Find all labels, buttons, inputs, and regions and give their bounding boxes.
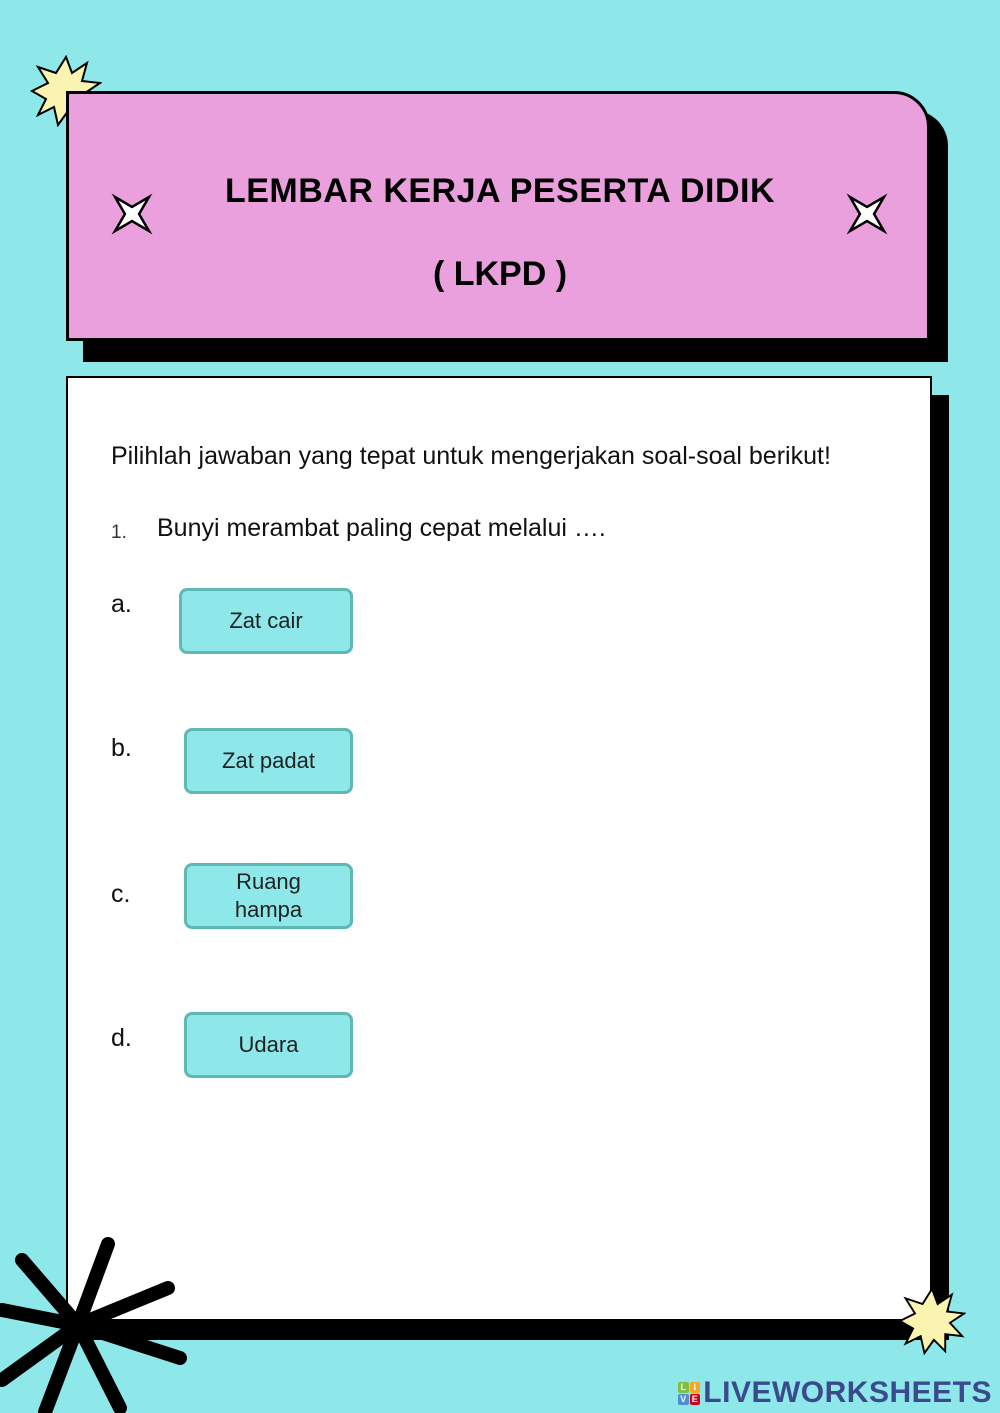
page-title: LEMBAR KERJA PESERTA DIDIK <box>224 172 776 210</box>
option-c-button[interactable] <box>184 863 353 929</box>
question-text: Bunyi merambat paling cepat melalui …. <box>157 514 606 542</box>
question-number: 1. <box>111 522 127 543</box>
option-c-label-line1: Ruang <box>236 869 301 894</box>
option-a-label: Zat cair <box>229 608 303 633</box>
instruction-text: Pilihlah jawaban yang tepat untuk mengerjakan soal-soal berikut! <box>111 442 831 470</box>
logo-letter-v: V <box>680 1394 687 1404</box>
option-c-label-line2: hampa <box>234 897 303 922</box>
logo-letter-e: E <box>691 1394 699 1404</box>
option-d-letter: d. <box>111 1024 132 1052</box>
option-b-button[interactable] <box>184 728 353 794</box>
logo-letter-l: L <box>678 1382 689 1393</box>
header-banner <box>66 91 930 341</box>
brand-text: LIVEWORKSHEETS <box>703 1376 992 1409</box>
liveworksheets-logo-icon <box>678 1382 700 1404</box>
option-c-letter: c. <box>111 880 131 908</box>
option-d-button[interactable] <box>184 1012 353 1078</box>
logo-letter-i: I <box>690 1382 701 1393</box>
liveworksheets-watermark <box>678 1376 992 1410</box>
option-d-label: Udara <box>238 1032 299 1057</box>
option-b-label: Zat padat <box>222 748 315 773</box>
option-a-letter: a. <box>111 590 132 618</box>
option-a-button[interactable] <box>179 588 353 654</box>
option-b-letter: b. <box>111 734 132 762</box>
page-subtitle: ( LKPD ) <box>432 255 568 293</box>
sparkle-yellow-icon <box>898 1287 966 1355</box>
starburst-icon <box>0 1230 200 1413</box>
